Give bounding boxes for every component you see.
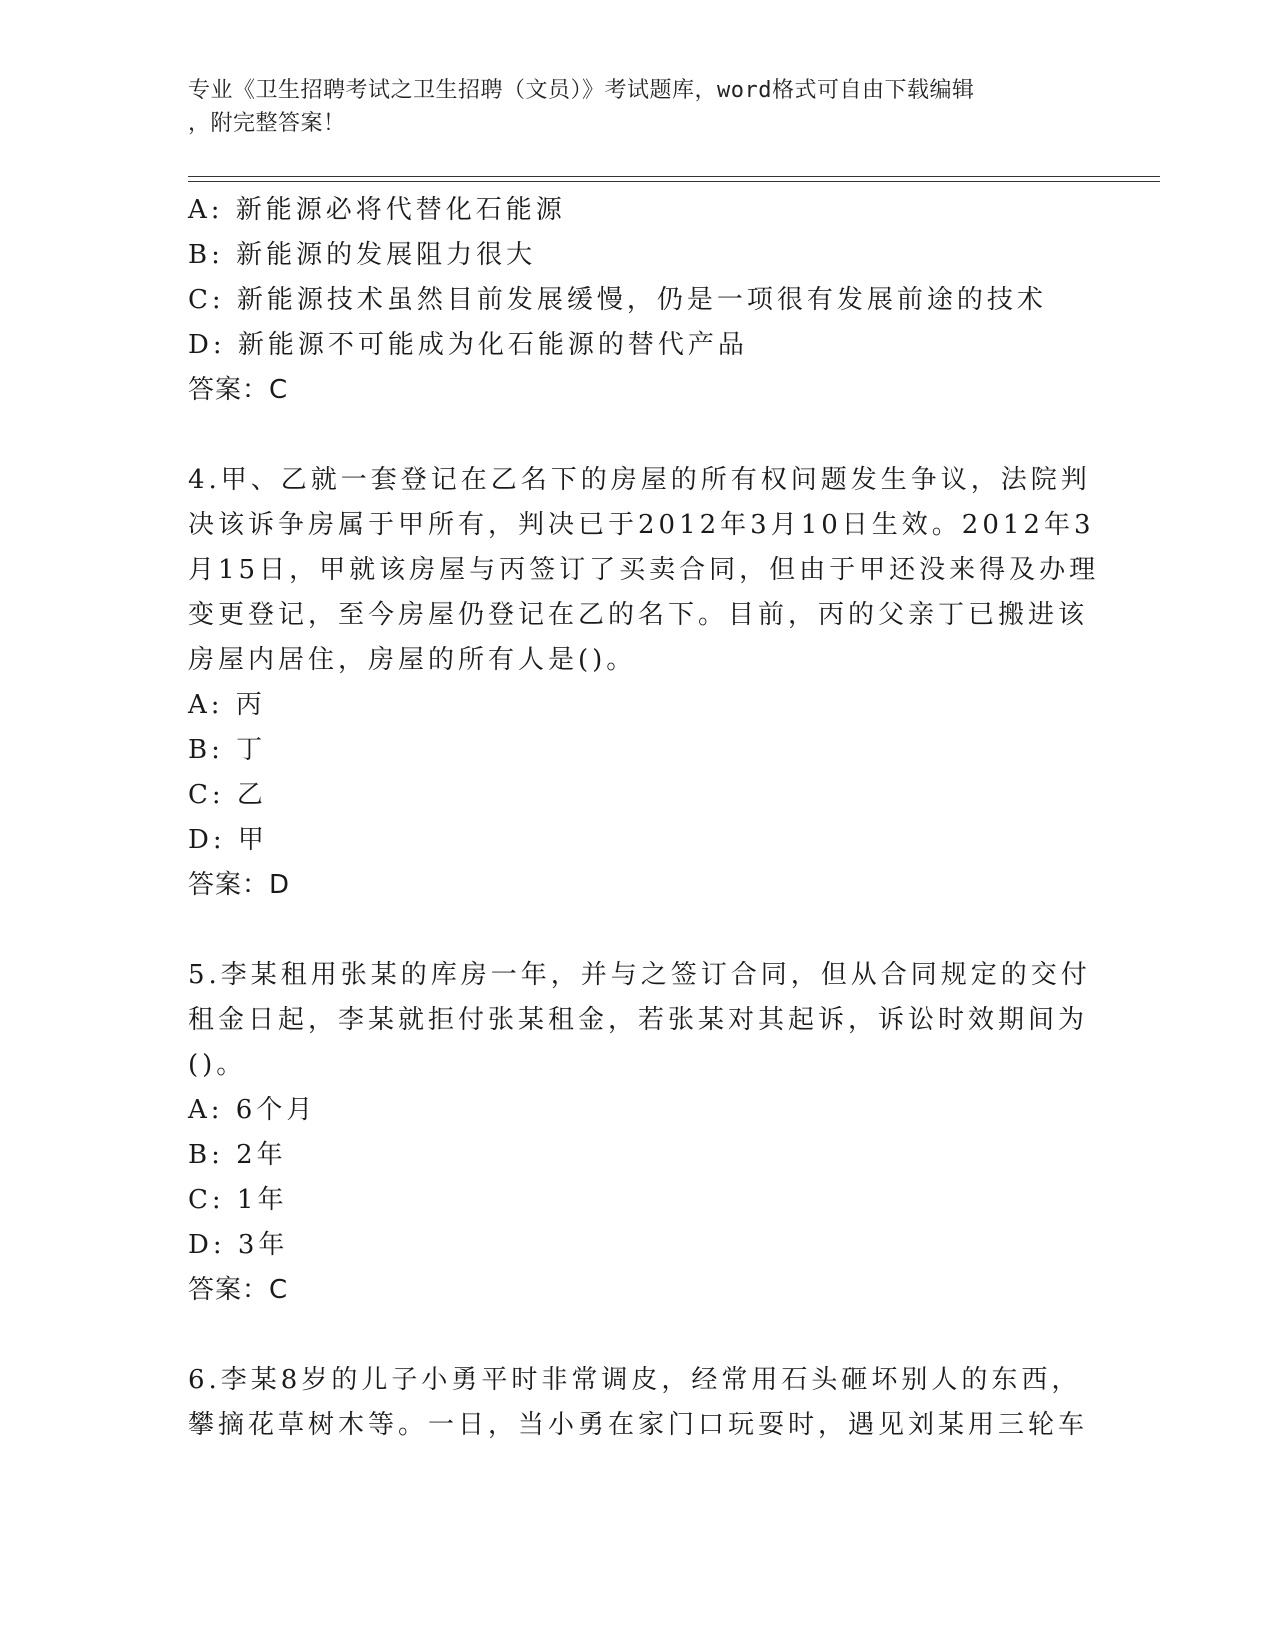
header-rule-bottom	[188, 181, 1160, 182]
header-rule-top	[188, 176, 1160, 177]
q3-option-a: A: 新能源必将代替化石能源	[188, 195, 566, 225]
q4-stem-line: 变更登记，至今房屋仍登记在乙的名下。目前，丙的父亲丁已搬进该	[188, 600, 1089, 630]
q5-stem-line: 5.李某租用张某的库房一年，并与之签订合同，但从合同规定的交付	[188, 960, 1091, 990]
q5-answer: 答案：C	[188, 1275, 289, 1305]
q6-stem-line: 6.李某8岁的儿子小勇平时非常调皮，经常用石头砸坏别人的东西，	[188, 1365, 1082, 1395]
q5-option-a: A: 6个月	[188, 1095, 317, 1125]
q3-option-c: C: 新能源技术虽然目前发展缓慢，仍是一项很有发展前途的技术	[188, 285, 1047, 315]
q3-answer: 答案：C	[188, 375, 289, 405]
q4-stem-line: 4.甲、乙就一套登记在乙名下的房屋的所有权问题发生争议，法院判	[188, 465, 1091, 495]
q4-option-b: B: 丁	[188, 735, 267, 765]
q5-option-b: B: 2年	[188, 1140, 287, 1170]
q4-option-d: D: 甲	[188, 825, 268, 855]
q4-stem-line: 房屋内居住，房屋的所有人是()。	[188, 645, 637, 675]
q4-stem-line: 月15日，甲就该房屋与丙签订了买卖合同，但由于甲还没来得及办理	[188, 555, 1100, 585]
q5-option-d: D: 3年	[188, 1230, 289, 1260]
q6-stem-line: 攀摘花草树木等。一日，当小勇在家门口玩耍时，遇见刘某用三轮车	[188, 1410, 1089, 1440]
q3-option-d: D: 新能源不可能成为化石能源的替代产品	[188, 330, 748, 360]
header-line-2: ，附完整答案！	[188, 111, 346, 136]
header-line-1: 专业《卫生招聘考试之卫生招聘（文员）》考试题库，word格式可自由下载编辑	[188, 78, 975, 103]
q5-option-c: C: 1年	[188, 1185, 288, 1215]
q4-option-a: A: 丙	[188, 690, 266, 720]
q5-stem-line: 租金日起，李某就拒付张某租金，若张某对其起诉，诉讼时效期间为	[188, 1005, 1089, 1035]
q5-stem-line: ()。	[188, 1050, 247, 1080]
q3-option-b: B: 新能源的发展阻力很大	[188, 240, 537, 270]
q4-answer: 答案：D	[188, 870, 291, 900]
document-header	[188, 74, 1088, 140]
q4-option-c: C: 乙	[188, 780, 267, 810]
q4-stem-line: 决该诉争房属于甲所有，判决已于2012年3月10日生效。2012年3	[188, 510, 1095, 540]
